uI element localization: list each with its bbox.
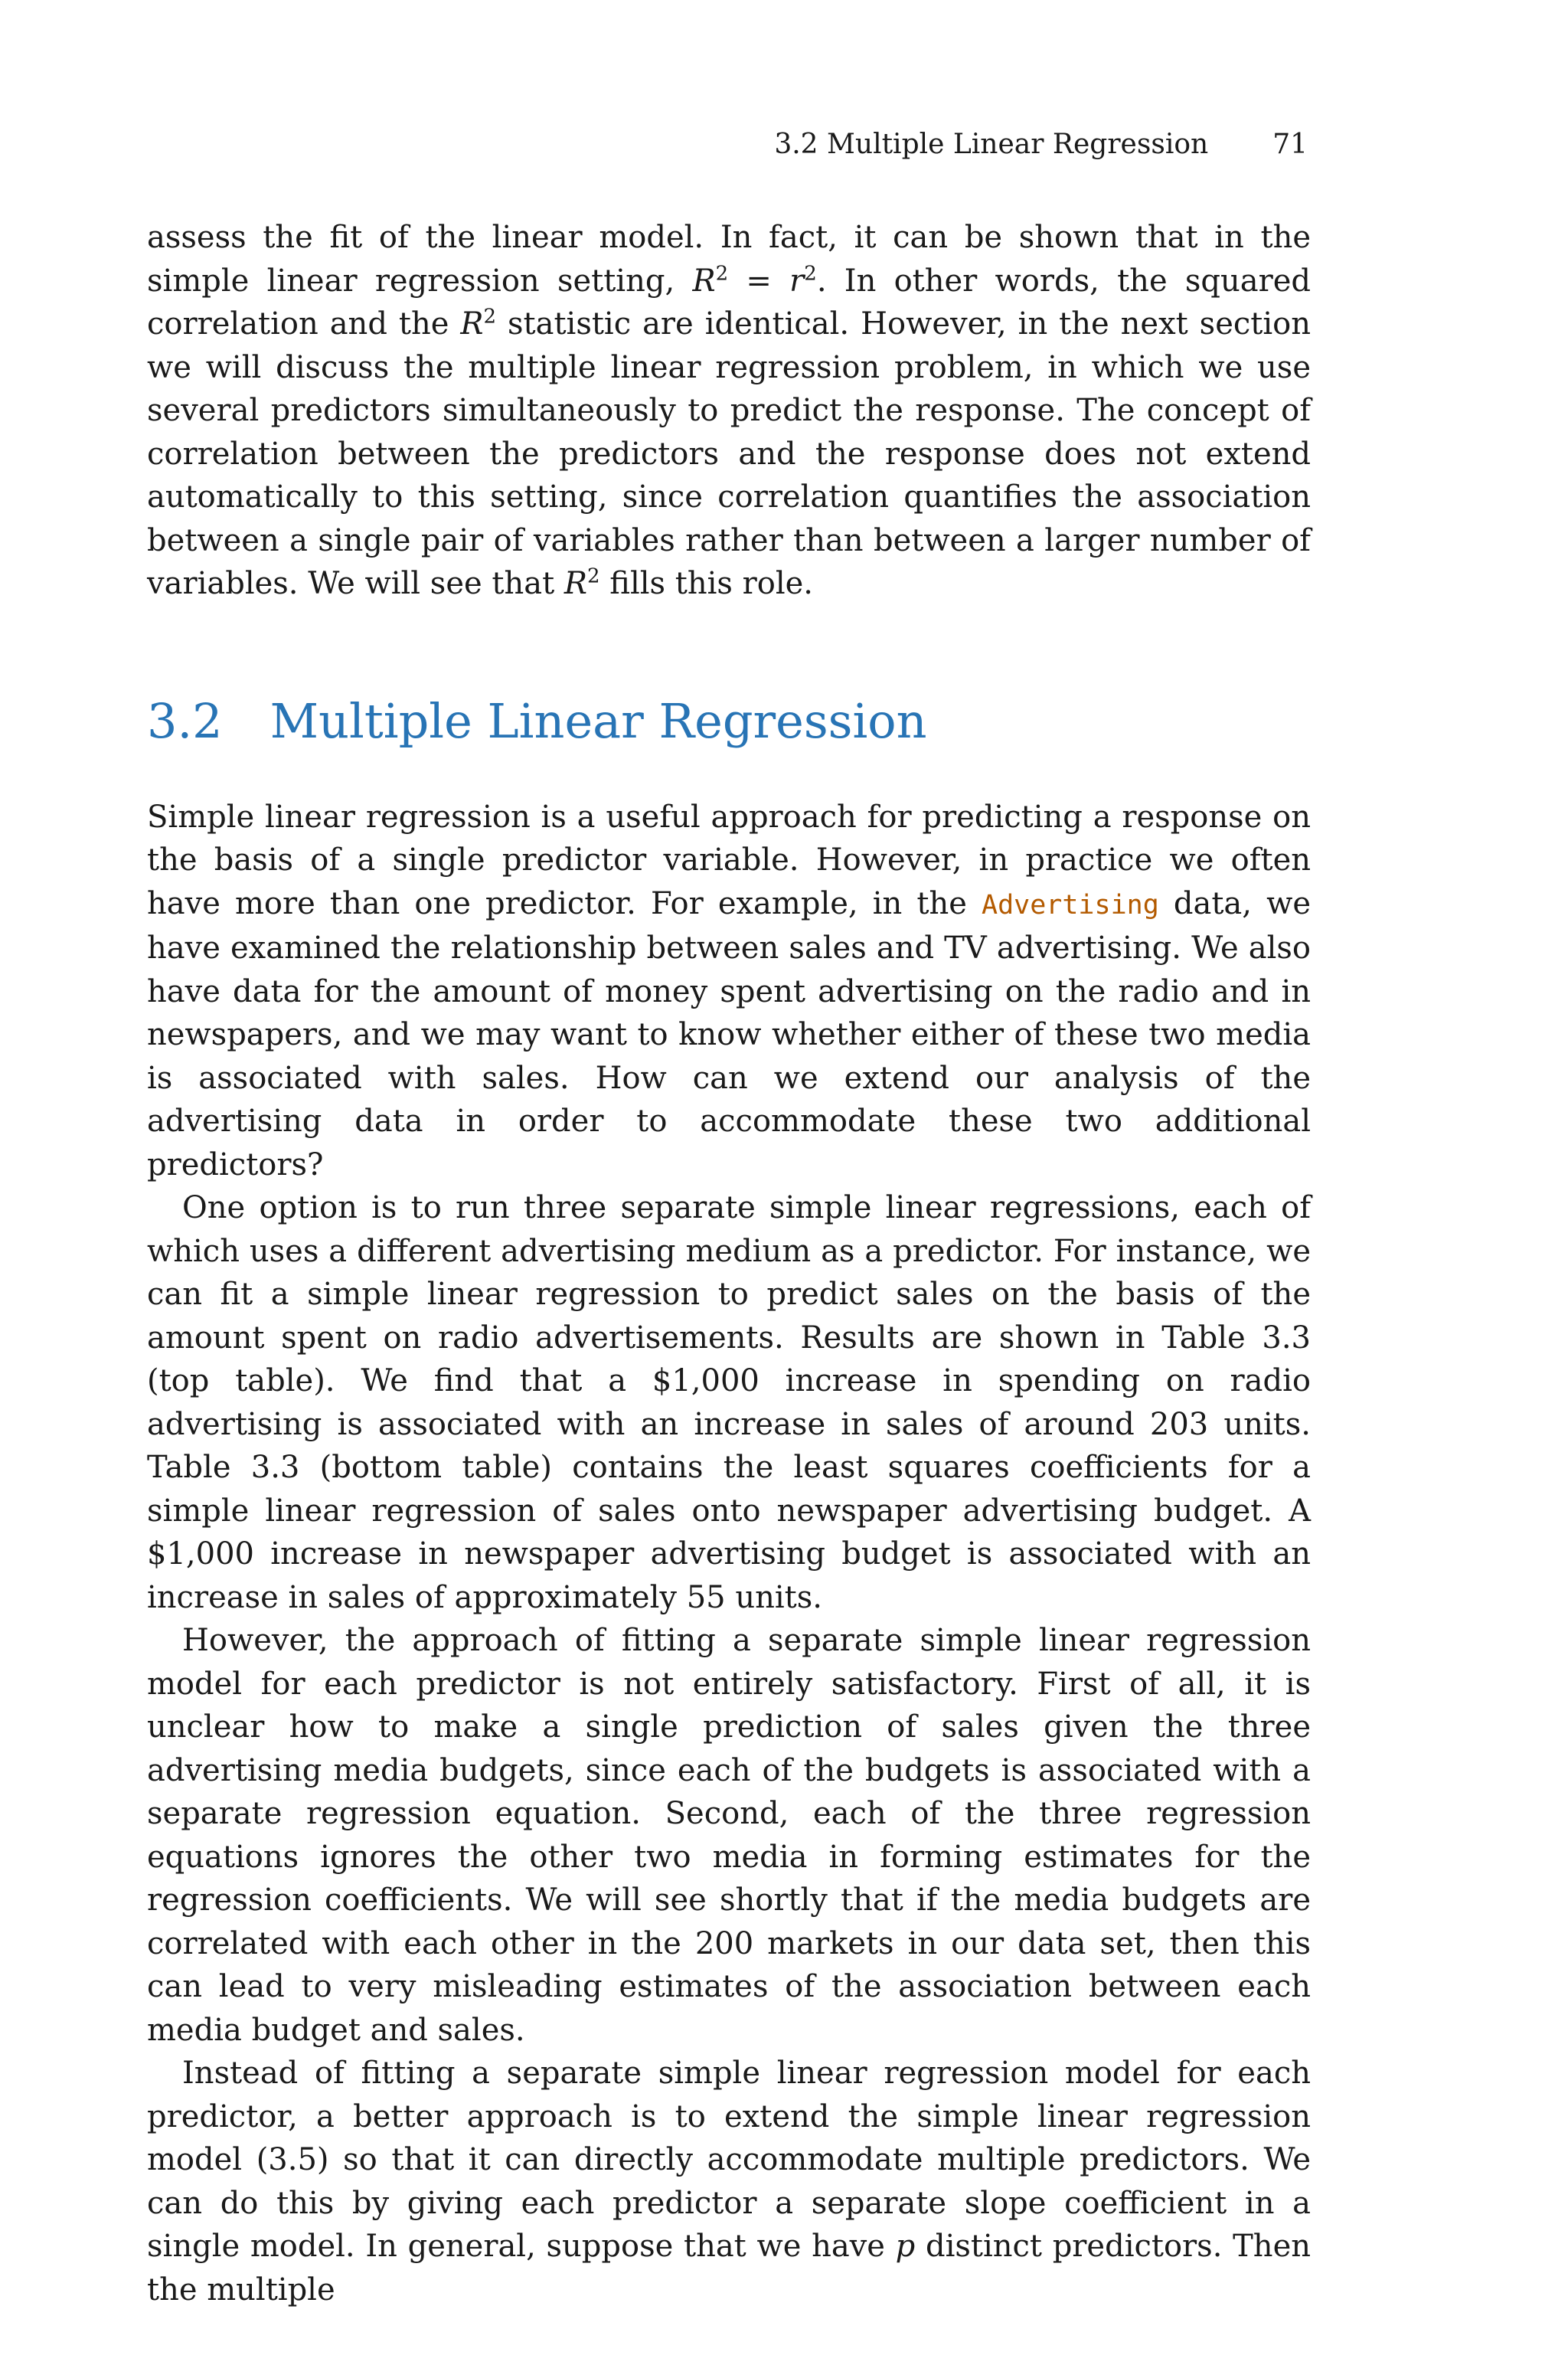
math-R: R [692,263,716,299]
text-run: . In other words, the squared correlation and the [147,263,1312,342]
text-run: assess the fit of the linear model. In fact, it can be shown that in the simple linear regression setting, [147,220,1311,299]
math-r: r [789,263,805,299]
text-run: Simple linear regression is a useful approach for predicting a response on the basis of a single predictor variable. However, in practice we often have more than one predictor. For example, in the [147,799,1311,921]
text-run: Instead of fitting a separate simple linear regression model for each predictor, a better approach is to extend the simple linear regression model (3.5) so that it can directly accommodate multiple predictors. We can do this by giving each predictor a separate slope coefficient in a single model. In general, suppose that we have [147,2056,1311,2264]
text-run: data, we have examined the relationship between sales and TV advertising. We also have data for the amount of money spent advertising on the radio and in newspapers, and we may want to know whether either of these two media is associated with sales. How can we extend our analysis of the advertising data in order to accommodate these two additional predictors? [147,885,1312,1182]
text-run: fills this role. [599,566,814,601]
math-p: p [895,2229,916,2264]
superscript: 2 [483,305,497,329]
page-number: 71 [1272,129,1308,160]
paragraph-extend-model [147,2052,1311,2311]
section-title: Multiple Linear Regression [270,692,927,749]
math-R: R [564,566,587,601]
math-R: R [460,306,484,342]
superscript: 2 [804,262,817,286]
page-body [147,216,1311,2311]
text-run: statistic are identical. However, in the next section we will discuss the multiple linear regression problem, in which we use several predictors simultaneously to predict the response. The concept of correlation between the predictors and the response does not extend automatically to this setting, since correlation quantifies the association between a single pair of variables rather than between a larger number of variables. We will see that [147,306,1311,601]
math-equals: = [728,263,790,299]
paragraph-r-squared [147,216,1311,606]
section-number: 3.2 [147,692,223,749]
superscript: 2 [715,262,729,286]
section-heading [147,692,1311,749]
paragraph-separate-regressions: One option is to run three separate simple linear regressions, each of which uses a different advertising medium as a predictor. For instance, we can fit a simple linear regression to predict sales on the basis of the amount spent on radio advertisements. Results are shown in Table 3.3 (top table). We find that a $1,000 increase in spending on radio advertising is associated with an increase in sales of around 203 units. Table 3.3 (bottom table) contains the least squares coefficients for a simple linear regression of sales onto newspaper advertising budget. A $1,000 increase in newspaper advertising budget is associated with an increase in sales of approximately 55 units. [147,1190,1311,1615]
running-head [774,129,1308,160]
dataset-name-advertising: Advertising [982,889,1159,921]
superscript: 2 [587,564,600,588]
text-run: distinct predictors. Then the multiple [147,2229,1311,2308]
running-head-section: 3.2 Multiple Linear Regression [774,129,1209,160]
paragraph-unsatisfactory: However, the approach of fitting a separate simple linear regression model for each predictor is not entirely satisfactory. First of all, it is unclear how to make a single prediction of sales given the three advertising media budgets, since each of the budgets is associated with a separate regression equation. Second, each of the three regression equations ignores the other two media in forming estimates for the regression coefficients. We will see shortly that if the media budgets are correlated with each other in the 200 markets in our data set, then this can lead to very misleading estimates of the association between each media budget and sales. [147,1623,1311,2048]
paragraph-intro [147,796,1311,1187]
